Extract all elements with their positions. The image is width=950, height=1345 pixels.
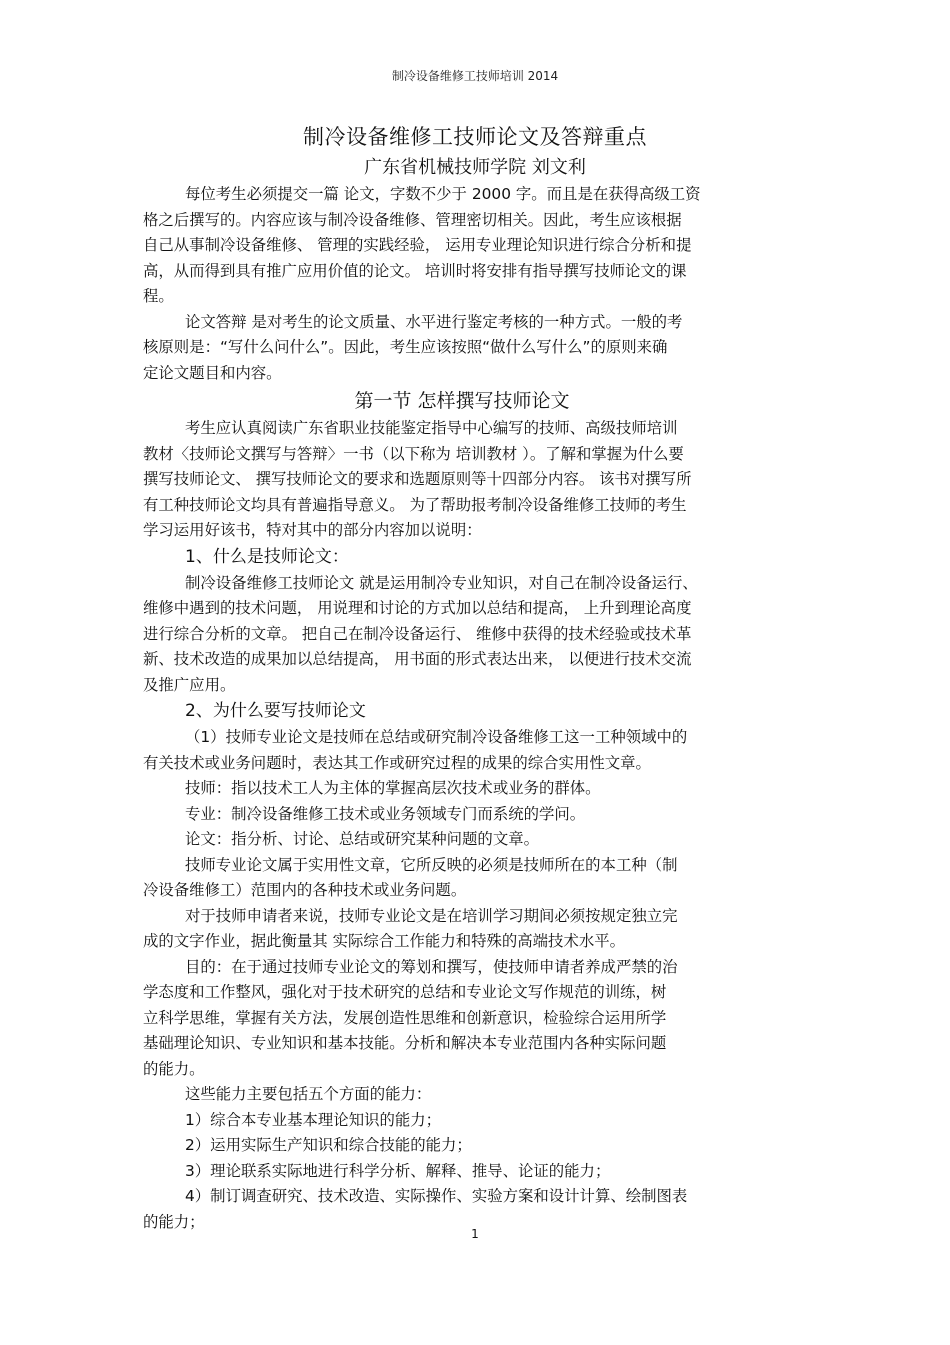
paragraph-line: 教材〈技师论文撰写与答辩〉一书（以下称为 培训教材 ）。了解和掌握为什么要 — [143, 444, 684, 463]
document-title: 制冷设备维修工技师论文及答辩重点 — [303, 125, 647, 149]
paragraph-line: 的能力。 — [143, 1059, 205, 1078]
paragraph-line: 基础理论知识、专业知识和基本技能。分析和解决本专业范围内各种实际问题 — [143, 1034, 667, 1052]
running-header: 制冷设备维修工技师培训 2014 — [391, 69, 559, 83]
paragraph-line: 高，从而得到具有推广应用价值的论文。 培训时将安排有指导撰写技师论文的课 — [143, 261, 687, 280]
paragraph-line: 目的：在于通过技师专业论文的筹划和撰写，使技师申请者养成严禁的治 — [185, 957, 678, 976]
paragraph-line: 冷设备维修工）范围内的各种技术或业务问题。 — [143, 881, 467, 899]
subsection-heading: 1、什么是技师论文： — [185, 546, 349, 567]
paragraph-line: 自己从事制冷设备维修、 管理的实践经验， 运用专业理论知识进行综合分析和提 — [143, 236, 692, 254]
paragraph-line: 学态度和工作整风，强化对于技术研究的总结和专业论文写作规范的训练，树 — [143, 983, 667, 1001]
subsection-heading: 2、为什么要写技师论文 — [185, 701, 366, 721]
paragraph-line: 成的文字作业，据此衡量其 实际综合工作能力和特殊的高端技术水平。 — [143, 932, 626, 950]
body-text — [143, 182, 811, 1235]
definition-thesis: 论文：指分析、讨论、总结或研究某种问题的文章。 — [185, 830, 539, 848]
paragraph-line: 学习运用好该书，特对其中的部分内容加以说明： — [143, 521, 482, 539]
paragraph-line: 对于技师申请者来说，技师专业论文是在培训学习期间必须按规定独立完 — [185, 906, 678, 925]
list-item: 4）制订调查研究、技术改造、实际操作、实验方案和设计计算、绘制图表 — [185, 1187, 688, 1205]
paragraph-line: 维修中遇到的技术问题， 用说理和讨论的方式加以总结和提高， 上升到理论高度 — [143, 599, 692, 617]
list-item: 2）运用实际生产知识和综合技能的能力； — [185, 1136, 472, 1154]
paragraph-line: 撰写技师论文、 撰写技师论文的要求和选题原则等十四部分内容。 该书对撰写所 — [143, 470, 692, 488]
paragraph-line: 每位考生必须提交一篇 论文，字数不少于 2000 字。而且是在获得高级工资 — [185, 185, 701, 203]
paragraph-line: 考生应认真阅读广东省职业技能鉴定指导中心编写的技师、高级技师培训 — [185, 419, 678, 437]
page-number: 1 — [471, 1227, 479, 1241]
paragraph-line: 格之后撰写的。内容应该与制冷设备维修、管理密切相关。因此，考生应该根据 — [143, 210, 682, 229]
section-heading: 第一节 怎样撰写技师论文 — [354, 390, 570, 412]
paragraph-line: 新、技术改造的成果加以总结提高， 用书面的形式表达出来， 以便进行技术交流 — [143, 650, 692, 668]
list-intro: 这些能力主要包括五个方面的能力： — [185, 1085, 432, 1103]
list-item: 1）综合本专业基本理论知识的能力； — [185, 1110, 442, 1129]
paragraph-line: 定论文题目和内容。 — [143, 363, 282, 382]
paragraph-line: 进行综合分析的文章。 把自己在制冷设备运行、 维修中获得的技术经验或技术革 — [143, 624, 692, 643]
paragraph-line: （1）技师专业论文是技师在总结或研究制冷设备维修工这一工种领域中的 — [185, 728, 688, 746]
paragraph-line: 有工种技师论文均具有普遍指导意义。 为了帮助报考制冷设备维修工技师的考生 — [143, 495, 687, 514]
paragraph-line: 程。 — [143, 287, 174, 305]
definition-specialty: 专业：制冷设备维修工技术或业务领域专门而系统的学问。 — [185, 804, 586, 823]
paragraph-line: 核原则是：“写什么问什么”。因此，考生应该按照“做什么写什么”的原则来确 — [143, 338, 668, 356]
paragraph-line: 技师专业论文属于实用性文章，它所反映的必须是技师所在的本工种（制 — [185, 855, 678, 874]
paragraph-line: 及推广应用。 — [143, 675, 236, 694]
definition-technician: 技师：指以技术工人为主体的掌握高层次技术或业务的群体。 — [185, 779, 601, 797]
list-item: 3）理论联系实际地进行科学分析、解释、推导、论证的能力； — [185, 1161, 611, 1180]
paragraph-line: 制冷设备维修工技师论文 就是运用制冷专业知识，对自己在制冷设备运行、 — [185, 573, 698, 592]
paragraph-line: 论文答辩 是对考生的论文质量、水平进行鉴定考核的一种方式。一般的考 — [185, 312, 683, 331]
author-line: 广东省机械技师学院 刘文利 — [364, 157, 586, 178]
paragraph-line: 有关技术或业务问题时，表达其工作或研究过程的成果的综合实用性文章。 — [143, 753, 651, 772]
list-item-continuation: 的能力； — [143, 1212, 205, 1231]
paragraph-line: 立科学思维，掌握有关方法，发展创造性思维和创新意识，检验综合运用所学 — [143, 1008, 667, 1027]
